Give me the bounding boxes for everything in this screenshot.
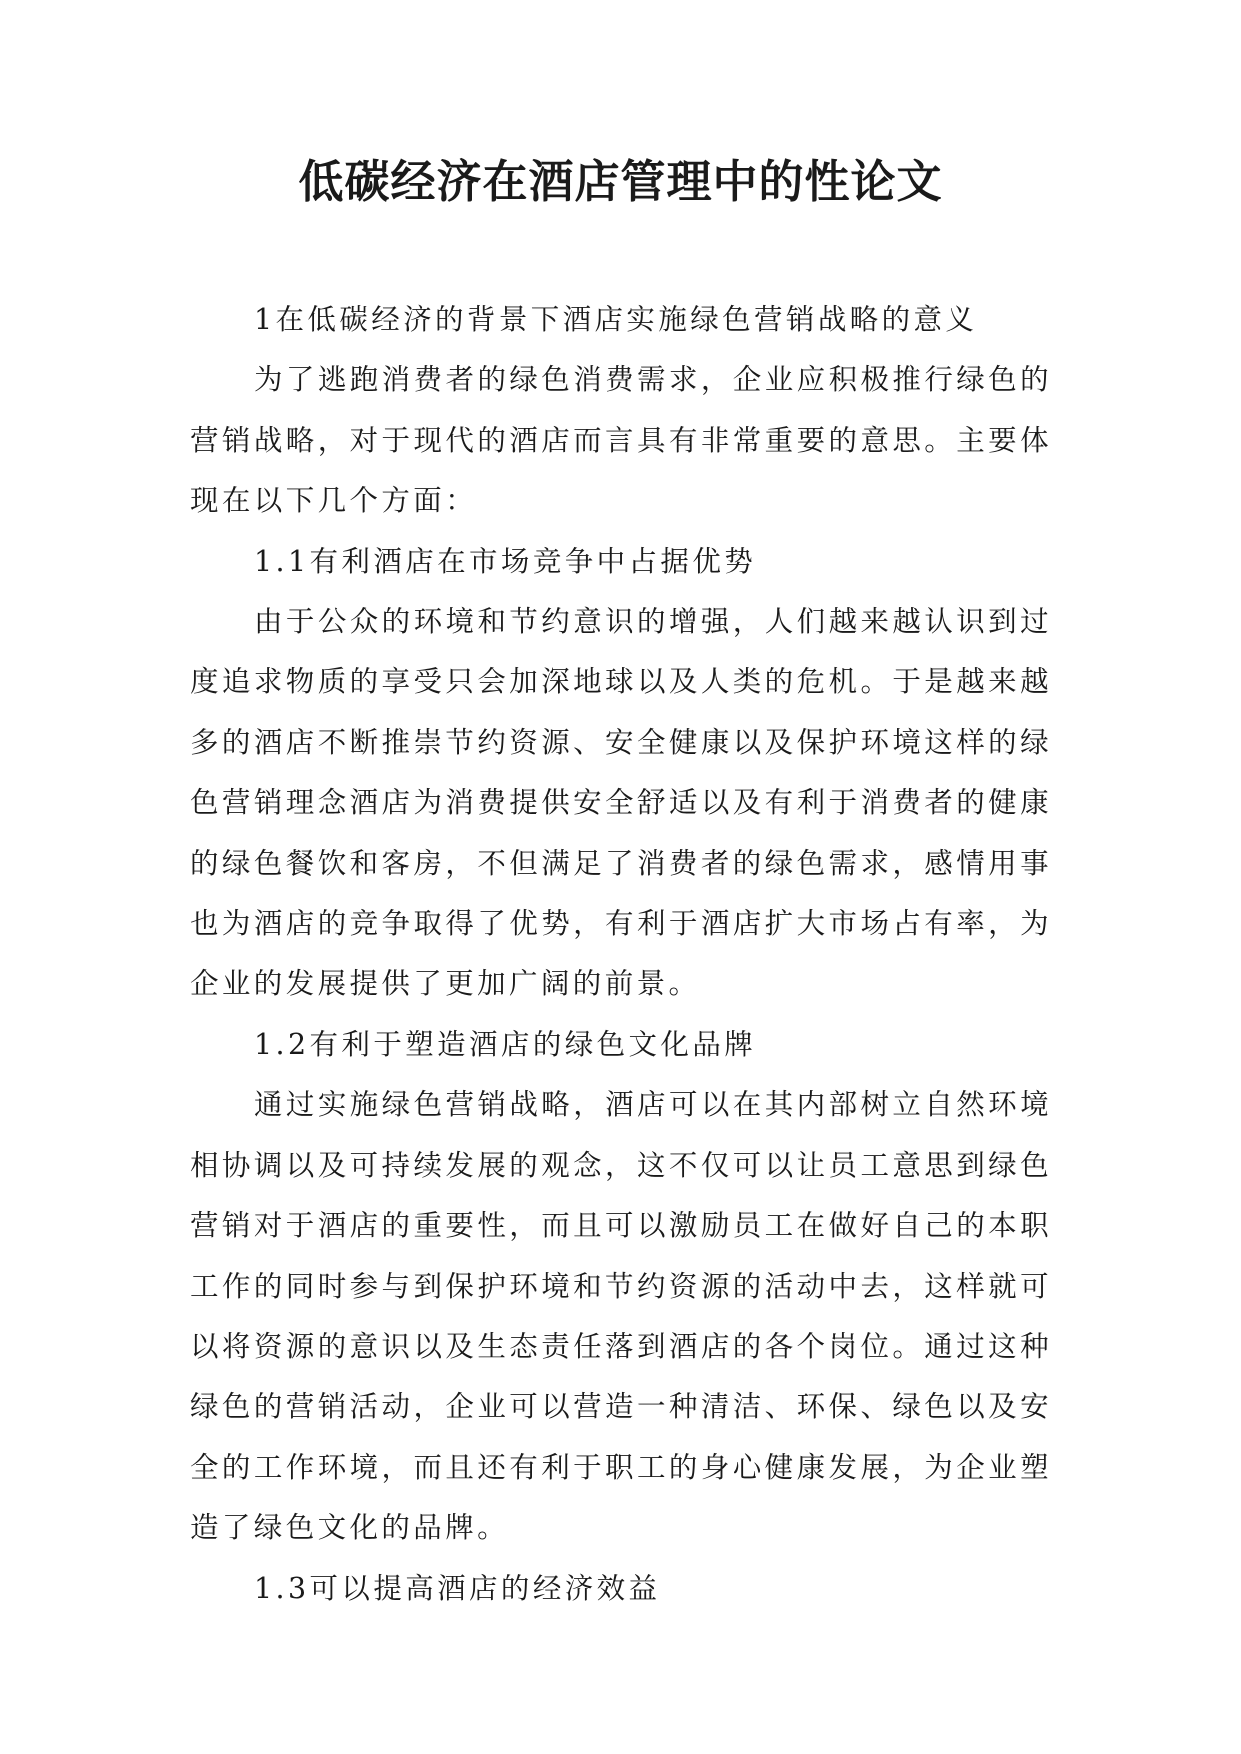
body-paragraph: 通过实施绿色营销战略，酒店可以在其内部树立自然环境相协调以及可持续发展的观念，这不仅可以让员工意思到绿色营销对于酒店的重要性，而且可以激励员工在做好自己的本职工作的同时参与到保护环境和节约资源的活动中去，这样就可以将资源的意识以及生态责任落到酒店的各个岗位。通过这种绿色的营销活动，企业可以营造一种清洁、环保、绿色以及安全的工作环境，而且还有利于职工的身心健康发展，为企业塑造了绿色文化的品牌。 xyxy=(190,1088,1052,1545)
document-body xyxy=(190,290,1052,1619)
section-heading-1-1: 1.1有利酒店在市场竞争中占据优势 xyxy=(254,544,757,578)
section-heading-1: 1在低碳经济的背景下酒店实施绿色营销战略的意义 xyxy=(254,303,978,336)
body-paragraph: 为了逃跑消费者的绿色消费需求，企业应积极推行绿色的营销战略，对于现代的酒店而言具有非常重要的意思。主要体现在以下几个方面： xyxy=(190,363,1052,518)
section-heading-1-2: 1.2有利于塑造酒店的绿色文化品牌 xyxy=(254,1027,757,1061)
document-title: 低碳经济在酒店管理中的性论文 xyxy=(298,155,943,208)
body-paragraph: 由于公众的环境和节约意识的增强，人们越来越认识到过度追求物质的享受只会加深地球以及人类的危机。于是越来越多的酒店不断推崇节约资源、安全健康以及保护环境这样的绿色营销理念酒店为消费提供安全舒适以及有利于消费者的健康的绿色餐饮和客房，不但满足了消费者的绿色需求，感情用事也为酒店的竞争取得了优势，有利于酒店扩大市场占有率，为企业的发展提供了更加广阔的前景。 xyxy=(190,605,1052,1001)
section-heading-1-3: 1.3可以提高酒店的经济效益 xyxy=(254,1571,661,1605)
